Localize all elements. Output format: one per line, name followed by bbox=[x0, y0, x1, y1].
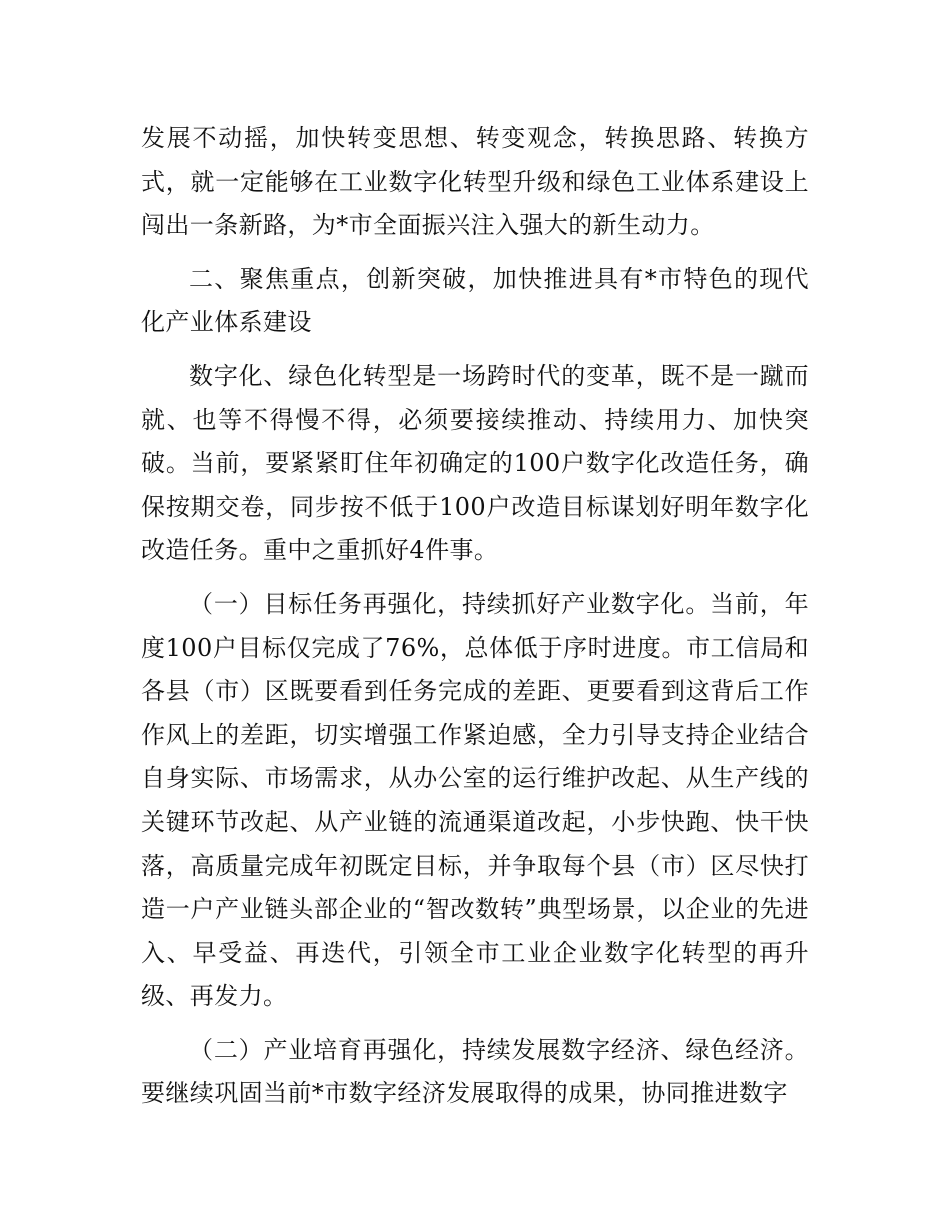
document-page bbox=[141, 117, 809, 1126]
paragraph-continuation: 发展不动摇，加快转变思想、转变观念，转换思路、转换方式，就一定能够在工业数字化转型升级和绿色工业体系建设上闯出一条新路，为*市全面振兴注入强大的新生动力。 bbox=[141, 124, 809, 240]
section-heading: 二、聚焦重点，创新突破，加快推进具有*市特色的现代化产业体系建设 bbox=[141, 264, 809, 337]
subsection-two: （二）产业培育再强化，持续发展数字经济、绿色经济。要继续巩固当前*市数字经济发展取得的成果，协同推进数字 bbox=[141, 1035, 809, 1108]
subsection-one: （一）目标任务再强化，持续抓好产业数字化。当前，年度100户目标仅完成了76%，总体低于序时进度。市工信局和各县（市）区既要看到任务完成的差距、更要看到这背后工作作风上的差距，切实增强工作紧迫感，全力引导支持企业结合自身实际、市场需求，从办公室的运行维护改起、从生产线的关键环节改起、从产业链的流通渠道改起，小步快跑、快干快落，高质量完成年初既定目标，并争取每个县（市）区尽快打造一户产业链头部企业的“智改数转”典型场景，以企业的先进入、早受益、再迭代，引领全市工业企业数字化转型的再升级、再发力。 bbox=[141, 589, 809, 1011]
paragraph-body: 数字化、绿色化转型是一场跨时代的变革，既不是一蹴而就、也等不得慢不得，必须要接续推动、持续用力、加快突破。当前，要紧紧盯住年初确定的100户数字化改造任务，确保按期交卷，同步按不低于100户改造目标谋划好明年数字化改造任务。重中之重抓好4件事。 bbox=[141, 361, 809, 565]
